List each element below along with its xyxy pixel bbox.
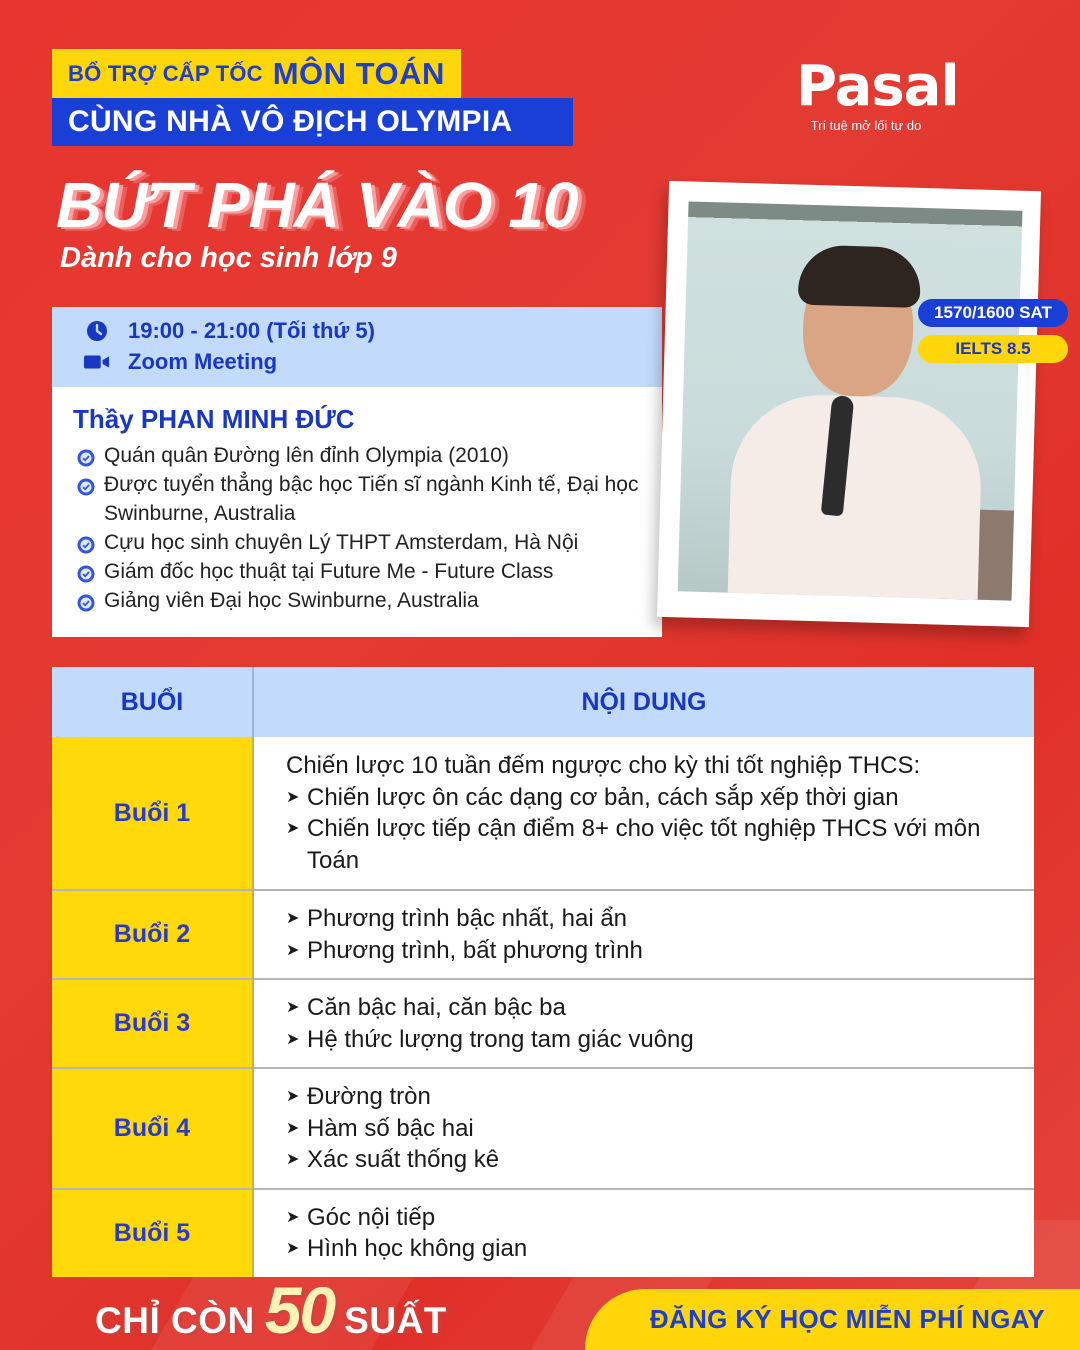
photo-shirt	[727, 393, 983, 601]
page-title: BỨT PHÁ VÀO 10	[56, 169, 578, 241]
table-row	[52, 1189, 1034, 1277]
session-label: Buổi 2	[52, 890, 253, 979]
check-badge-icon	[77, 475, 95, 493]
tag-subject: MÔN TOÁN	[272, 56, 445, 91]
session-label: Buổi 5	[52, 1189, 253, 1277]
arrow-bullet-icon: ➤	[286, 1151, 300, 1168]
content-bullet: ➤ Chiến lược tiếp cận điểm 8+ cho việc tốt nghiệp THCS với môn Toán	[286, 815, 981, 874]
logo-tagline: Trí tuệ mở lối tự do	[810, 118, 922, 133]
credential-item: Giảng viên Đại học Swinburne, Australia	[77, 586, 664, 615]
schedule-table	[52, 667, 1034, 1277]
content-bullet: ➤ Hệ thức lượng trong tam giác vuông	[286, 1025, 694, 1053]
arrow-bullet-icon: ➤	[286, 941, 300, 959]
page-subtitle: Dành cho học sinh lớp 9	[60, 242, 397, 274]
champion-tag	[52, 98, 573, 146]
seats-count: 50	[264, 1273, 335, 1347]
register-free-button[interactable]: ĐĂNG KÝ HỌC MIỄN PHÍ NGAY	[585, 1289, 1080, 1350]
column-header-session: BUỔI	[52, 667, 253, 737]
arrow-bullet-icon: ➤	[286, 999, 300, 1016]
table-row	[52, 979, 1034, 1068]
session-content	[253, 1189, 1034, 1277]
subject-tag	[52, 49, 461, 99]
credential-item: Giám đốc học thuật tại Future Me - Future Class	[77, 557, 664, 586]
class-time-text: 19:00 - 21:00 (Tối thứ 5)	[128, 318, 375, 343]
video-camera-icon	[84, 349, 110, 375]
seats-prefix: CHỈ CÒN	[95, 1300, 255, 1341]
class-time	[84, 318, 375, 344]
content-bullet: ➤ Xác suất thống kê	[286, 1146, 500, 1173]
credential-item: Cựu học sinh chuyên Lý THPT Amsterdam, Hà Nội	[77, 528, 664, 557]
content-bullet: ➤ Căn bậc hai, căn bậc ba	[286, 994, 566, 1021]
arrow-bullet-icon: ➤	[286, 820, 300, 837]
photo-hair	[798, 245, 922, 308]
content-bullet: ➤ Góc nội tiếp	[286, 1203, 436, 1231]
content-bullet: ➤ Hàm số bậc hai	[286, 1114, 474, 1142]
pasal-logo	[796, 54, 959, 133]
session-intro: Chiến lược 10 tuần đếm ngược cho kỳ thi tốt nghiệp THCS:	[286, 752, 921, 779]
session-label: Buổi 1	[52, 737, 253, 890]
content-bullet: ➤ Chiến lược ôn các dạng cơ bản, cách sắp xếp thời gian	[286, 783, 899, 811]
arrow-bullet-icon: ➤	[286, 1119, 300, 1137]
session-content	[253, 1068, 1034, 1189]
seats-remaining	[95, 1272, 447, 1348]
session-label: Buổi 4	[52, 1068, 253, 1189]
tag-prefix: BỔ TRỢ CẤP TỐC	[68, 61, 263, 86]
class-platform	[84, 349, 277, 375]
table-row	[52, 890, 1034, 979]
session-content	[253, 979, 1034, 1068]
arrow-bullet-icon: ➤	[286, 910, 300, 927]
session-content	[253, 737, 1034, 890]
arrow-bullet-icon: ➤	[286, 1208, 300, 1226]
session-content	[253, 890, 1034, 979]
logo-wordmark: Pasal	[796, 54, 959, 119]
sat-score-badge: 1570/1600 SAT	[918, 299, 1068, 327]
teacher-name: Thầy PHAN MINH ĐỨC	[73, 404, 355, 434]
credential-item: Quán quân Đường lên đỉnh Olympia (2010)	[77, 441, 664, 470]
teacher-photo	[678, 201, 1023, 600]
class-platform-text: Zoom Meeting	[128, 349, 278, 374]
arrow-bullet-icon: ➤	[286, 1240, 300, 1257]
arrow-bullet-icon: ➤	[286, 1030, 300, 1048]
credential-item: Được tuyển thẳng bậc học Tiến sĩ ngành Kinh tế, Đại học Swinburne, Australia	[77, 470, 664, 528]
clock-icon	[84, 318, 110, 344]
check-badge-icon	[77, 446, 95, 464]
session-label: Buổi 3	[52, 979, 253, 1068]
table-header-row	[52, 667, 1034, 737]
seats-suffix: SUẤT	[344, 1300, 447, 1341]
champion-tag-text: CÙNG NHÀ VÔ ĐỊCH OLYMPIA	[68, 105, 513, 138]
table-row	[52, 1068, 1034, 1189]
content-bullet: ➤ Phương trình bậc nhất, hai ẩn	[286, 905, 628, 932]
table-row	[52, 737, 1034, 890]
check-badge-icon	[77, 591, 95, 609]
content-bullet: ➤ Đường tròn	[286, 1083, 431, 1110]
arrow-bullet-icon: ➤	[286, 1088, 300, 1105]
content-bullet: ➤ Phương trình, bất phương trình	[286, 936, 643, 964]
content-bullet: ➤ Hình học không gian	[286, 1235, 528, 1262]
teacher-photo-frame	[657, 181, 1041, 627]
teacher-credentials	[77, 441, 664, 615]
arrow-bullet-icon: ➤	[286, 788, 300, 806]
column-header-content: NỘI DUNG	[253, 667, 1034, 737]
ielts-score-badge: IELTS 8.5	[918, 335, 1068, 363]
check-badge-icon	[77, 562, 95, 580]
check-badge-icon	[77, 533, 95, 551]
